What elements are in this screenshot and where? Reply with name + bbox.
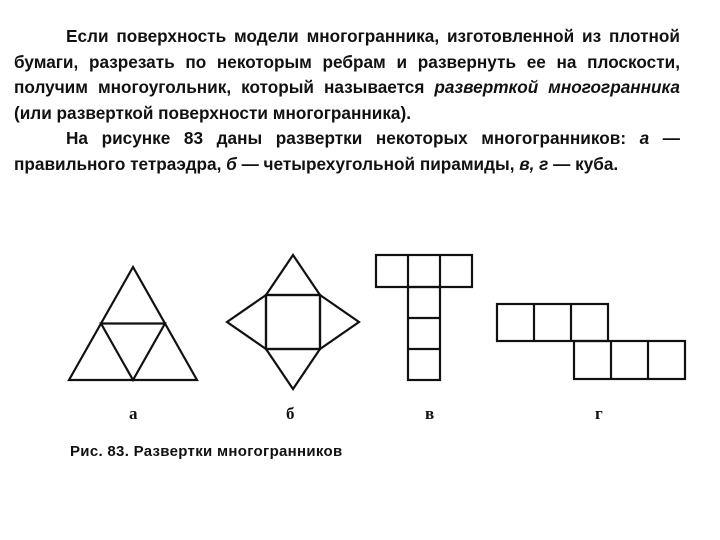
figure-label-g: г bbox=[595, 404, 603, 423]
paragraph-ref-text-1: На рисунке 83 даны развертки некоторых многогранников: bbox=[66, 128, 640, 148]
paragraph-definition-text: Если поверхность модели многогранника, изготовленной из плотной бумаги, разрезать по некоторым ребрам и развернуть ее на плоскости, получим многоугольник, который называется bbox=[14, 26, 680, 97]
net-quadrilateral-pyramid bbox=[227, 255, 359, 389]
paragraph-ref-letter-a: а bbox=[639, 128, 650, 148]
net-cube-cross bbox=[376, 255, 472, 380]
paragraph-definition-tail: (или разверткой поверхности многогранника). bbox=[14, 102, 411, 123]
term-net-of-polyhedron: разверткой многогранника bbox=[434, 77, 680, 97]
paragraph-ref-text-4: — куба. bbox=[548, 153, 619, 174]
net-cube-zigzag bbox=[497, 304, 685, 379]
paragraph-ref-text-3: — четырехугольной пирамиды, bbox=[236, 153, 520, 174]
figure-label-a: а bbox=[129, 404, 138, 423]
figure-label-b: б bbox=[286, 404, 295, 423]
net-tetrahedron bbox=[69, 267, 197, 380]
figure-caption: Рис. 83. Развертки многогранников bbox=[70, 443, 343, 460]
paragraph-ref-letter-v-g: в, г bbox=[519, 153, 549, 174]
paragraph-ref-text-2: — правильного тетраэдра, bbox=[14, 128, 680, 174]
figure-label-v: в bbox=[425, 404, 435, 423]
paragraph-ref-letter-b: б bbox=[226, 153, 237, 174]
